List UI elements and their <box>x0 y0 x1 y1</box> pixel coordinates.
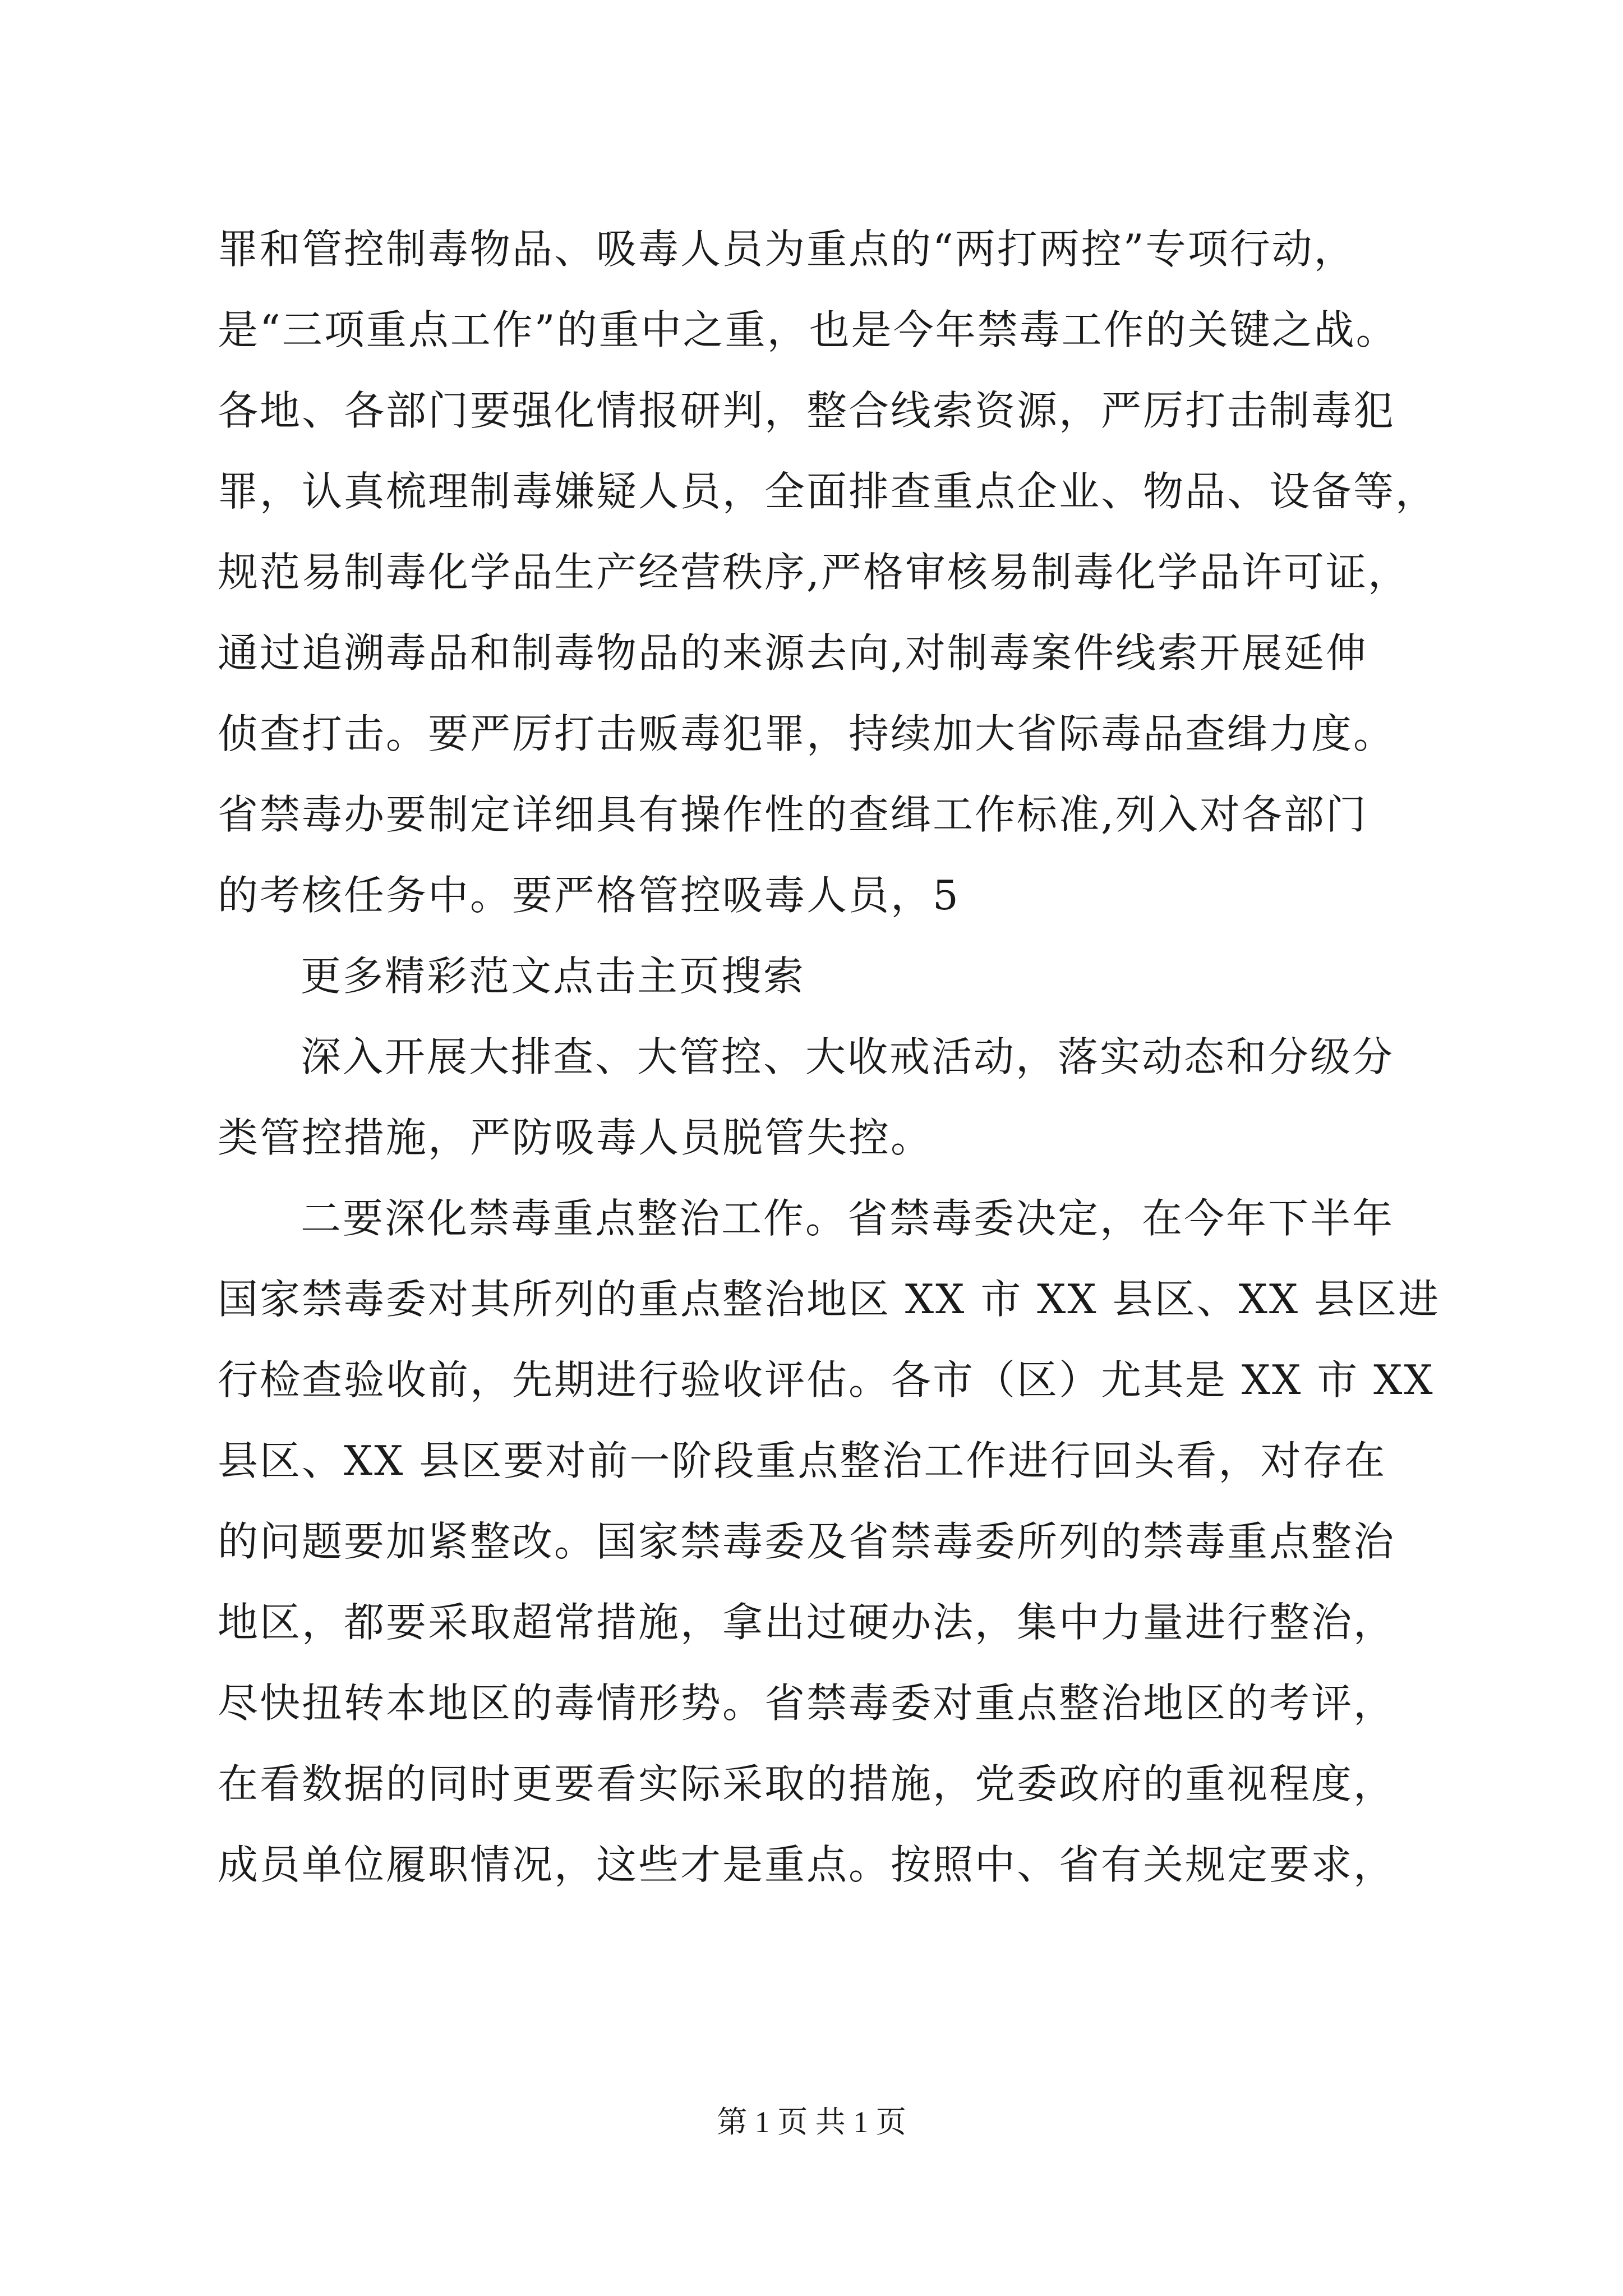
text-line: 成员单位履职情况，这些才是重点。按照中、省有关规定要求， <box>218 1841 1396 1888</box>
text-line: 省禁毒办要制定详细具有操作性的查缉工作标准,列入对各部门 <box>218 791 1368 838</box>
text-line: 尽快扭转本地区的毒情形势。省禁毒委对重点整治地区的考评， <box>218 1680 1396 1727</box>
text-line: 国家禁毒委对其所列的重点整治地区 XX 市 XX 县区、XX 县区进 <box>218 1276 1440 1323</box>
text-line: 在看数据的同时更要看实际采取的措施，党委政府的重视程度， <box>218 1760 1396 1807</box>
promo-line: 更多精彩范文点击主页搜索 <box>301 953 806 1000</box>
text-line: 的考核任务中。要严格管控吸毒人员，5 <box>218 872 960 919</box>
text-line: 通过追溯毒品和制毒物品的来源去向,对制毒案件线索开展延伸 <box>218 629 1368 677</box>
text-line: 罪，认真梳理制毒嫌疑人员，全面排查重点企业、物品、设备等， <box>218 468 1438 515</box>
page-footer <box>0 2102 1623 2142</box>
text-line: 各地、各部门要强化情报研判，整合线索资源，严厉打击制毒犯 <box>218 387 1396 434</box>
page-indicator: 第 1 页 共 1 页 <box>717 2105 906 2139</box>
text-line: 罪和管控制毒物品、吸毒人员为重点的“两打两控”专项行动， <box>218 226 1356 273</box>
text-line: 侦查打击。要严厉打击贩毒犯罪，持续加大省际毒品查缉力度。 <box>218 710 1396 757</box>
text-line: 类管控措施，严防吸毒人员脱管失控。 <box>218 1114 933 1161</box>
text-line: 的问题要加紧整改。国家禁毒委及省禁毒委所列的禁毒重点整治 <box>218 1518 1396 1565</box>
text-line: 规范易制毒化学品生产经营秩序,严格审核易制毒化学品许可证， <box>218 549 1410 596</box>
text-line: 行检查验收前，先期进行验收评估。各市（区）尤其是 XX 市 XX <box>218 1356 1435 1404</box>
text-line: 是“三项重点工作”的重中之重，也是今年禁毒工作的关键之战。 <box>218 306 1398 353</box>
text-line: 地区，都要采取超常措施，拿出过硬办法，集中力量进行整治， <box>218 1599 1396 1646</box>
body-text <box>218 209 1440 1905</box>
text-line: 县区、XX 县区要对前一阶段重点整治工作进行回头看，对存在 <box>218 1437 1387 1484</box>
paragraph-start-line: 深入开展大排查、大管控、大收戒活动，落实动态和分级分 <box>301 1033 1395 1080</box>
paragraph-start-line: 二要深化禁毒重点整治工作。省禁毒委决定，在今年下半年 <box>301 1195 1395 1242</box>
